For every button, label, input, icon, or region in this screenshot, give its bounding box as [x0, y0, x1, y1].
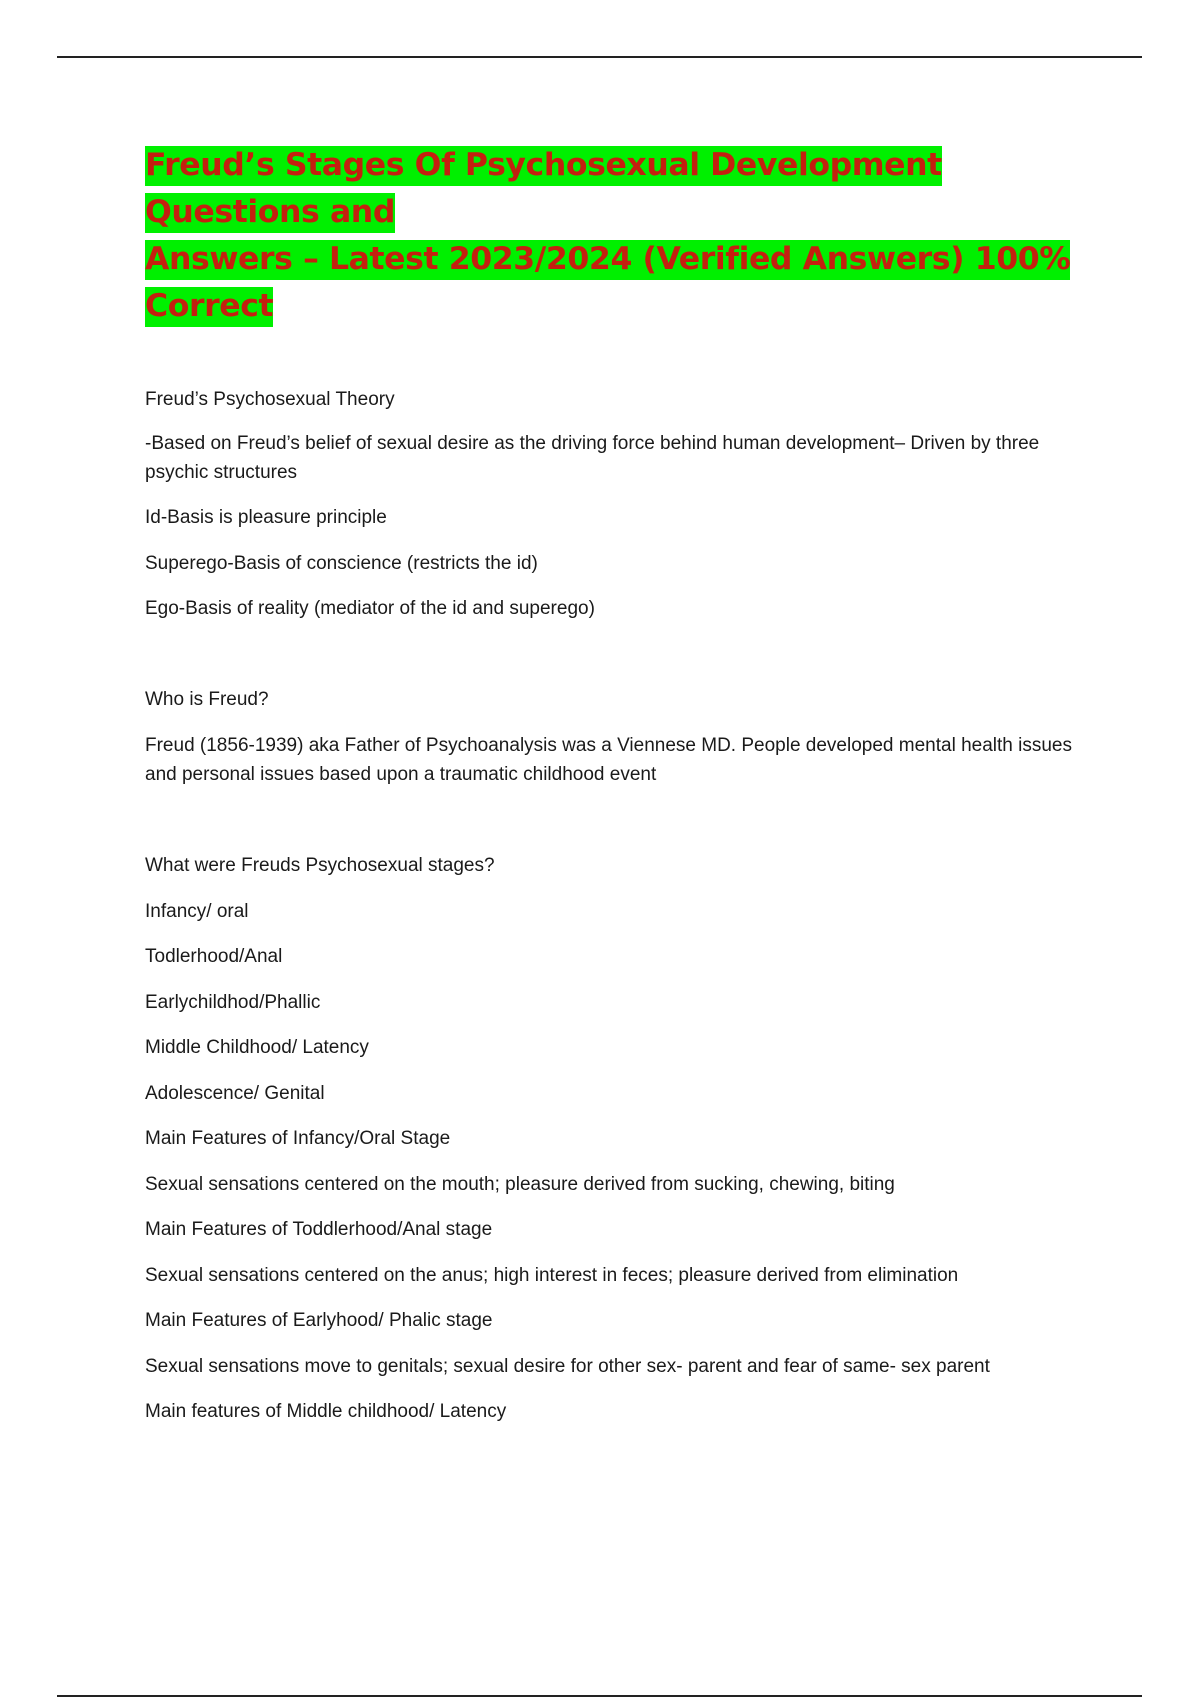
- heading-psychosexual-theory: Freud’s Psychosexual Theory: [145, 389, 395, 410]
- question-phallic-stage: Main Features of Earlyhood/ Phalic stage: [145, 1310, 493, 1331]
- footer-rule: [57, 1695, 1142, 1697]
- question-anal-stage: Main Features of Toddlerhood/Anal stage: [145, 1219, 493, 1240]
- question-who-is-freud: Who is Freud?: [145, 689, 269, 710]
- answer-who-is-freud: Freud (1856-1939) aka Father of Psychoanalysis was a Viennese MD. People developed mental health issues and personal issues based upon a traumatic childhood event: [145, 735, 1072, 785]
- answer-anal-stage: Sexual sensations centered on the anus; high interest in feces; pleasure derived from elimination: [145, 1265, 959, 1286]
- title-line-2: Answers – Latest 2023/2024 (Verified Answers) 100% Correct: [145, 240, 1070, 327]
- text-theory-description: -Based on Freud’s belief of sexual desire as the driving force behind human development– Driven by three psychic structures: [145, 433, 1040, 483]
- text-ego: Ego-Basis of reality (mediator of the id and superego): [145, 598, 595, 619]
- stage-adolescence-genital: Adolescence/ Genital: [145, 1083, 325, 1104]
- text-superego: Superego-Basis of conscience (restricts the id): [145, 553, 538, 574]
- question-oral-stage: Main Features of Infancy/Oral Stage: [145, 1128, 451, 1149]
- answer-phallic-stage: Sexual sensations move to genitals; sexual desire for other sex- parent and fear of same- sex parent: [145, 1356, 990, 1377]
- stage-middle-childhood-latency: Middle Childhood/ Latency: [145, 1037, 369, 1058]
- answer-oral-stage: Sexual sensations centered on the mouth; pleasure derived from sucking, chewing, biting: [145, 1174, 895, 1195]
- stage-early-childhood-phallic: Earlychildhod/Phallic: [145, 992, 321, 1013]
- question-latency-stage: Main features of Middle childhood/ Latency: [145, 1401, 507, 1422]
- text-id: Id-Basis is pleasure principle: [145, 507, 387, 528]
- question-psychosexual-stages: What were Freuds Psychosexual stages?: [145, 855, 495, 876]
- stage-toddlerhood-anal: Todlerhood/Anal: [145, 946, 283, 967]
- document-title: [145, 142, 1075, 330]
- header-rule: [57, 56, 1142, 58]
- stage-infancy-oral: Infancy/ oral: [145, 901, 249, 922]
- title-line-1: Freud’s Stages Of Psychosexual Development Questions and: [145, 146, 942, 233]
